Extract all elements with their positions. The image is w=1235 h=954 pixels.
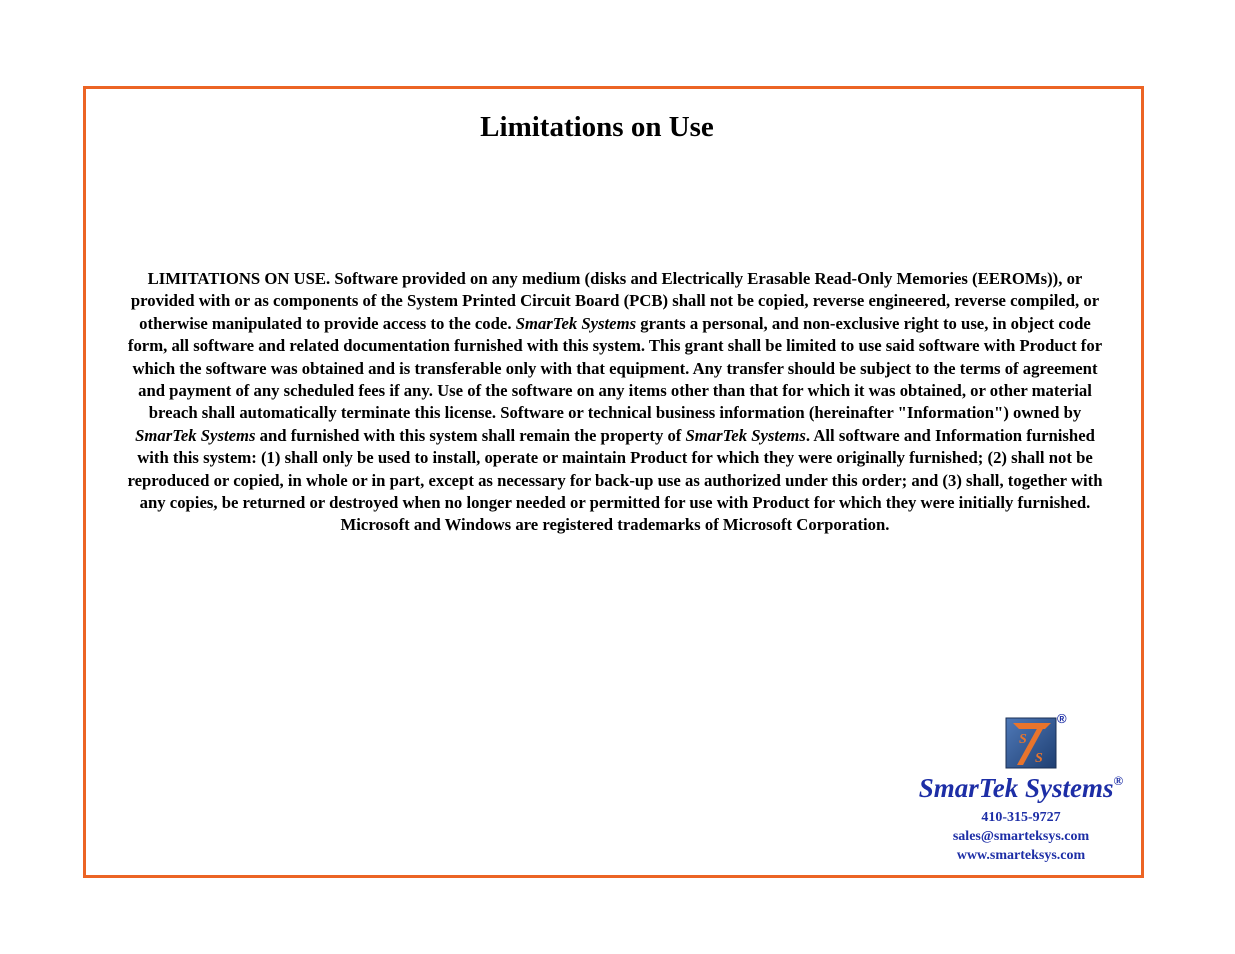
license-text-part-1: LIMITATIONS ON USE. Software provided on any medium (disks and Electrically Erasable Read-Only Memories (EEROMs)), or provided with or as components of the System Printed Circuit Board (PCB) shall not be copied, reverse engineered, reverse compiled, or otherwise manipulated to provide access to the code. bbox=[130, 269, 1100, 333]
license-text-part-3: and furnished with this system shall remain the property of bbox=[255, 425, 686, 445]
page-title: Limitations on Use bbox=[480, 111, 714, 143]
company-logo-block bbox=[906, 711, 1136, 865]
license-text-part-4: . All software and Information furnished with this system: (1) shall only be used to install, operate or maintain Product for which they were originally furnished; (2) shall not be reproduced or copied, in whole or in part, except as necessary for back-up use as authorized under this order; and (3) shall, together with any copies, be returned or destroyed when no longer needed or permitted for use with Product for which they were initially furnished. bbox=[127, 425, 1103, 513]
trademark-notice: Microsoft and Windows are registered trademarks of Microsoft Corporation. bbox=[340, 515, 890, 535]
registered-mark: ® bbox=[1057, 711, 1067, 726]
contact-website: www.smarteksys.com bbox=[956, 848, 1086, 863]
company-name-inline: SmarTek Systems bbox=[515, 313, 637, 333]
company-logo-mark bbox=[1005, 711, 1067, 769]
page-frame bbox=[83, 86, 1144, 878]
license-text bbox=[124, 268, 1106, 537]
logo-letter-top: S bbox=[1019, 732, 1027, 747]
brand-name bbox=[906, 773, 1136, 804]
logo-icon bbox=[1005, 717, 1057, 769]
contact-info bbox=[906, 808, 1136, 865]
license-paragraph bbox=[124, 268, 1106, 514]
brand-name-text: SmarTek Systems bbox=[918, 773, 1114, 803]
company-name-inline: SmarTek Systems bbox=[135, 425, 256, 445]
brand-registered-mark: ® bbox=[1113, 773, 1124, 788]
contact-email: sales@smarteksys.com bbox=[952, 829, 1090, 844]
contact-phone: 410-315-9727 bbox=[981, 810, 1061, 825]
license-text-part-2: grants a personal, and non-exclusive right to use, in object code form, all software and related documentation furnished with this system. This grant shall be limited to use said software with Product for which the software was obtained and is transferable only with that equipment. Any transfer should be subject to the terms of agreement and payment of any scheduled fees if any. Use of the software on any items other than that for which it was obtained, or other material breach shall automatically terminate this license. Software or technical business information (hereinafter "Information") owned by bbox=[127, 313, 1103, 423]
company-name-inline: SmarTek Systems bbox=[685, 425, 806, 445]
logo-letter-bottom: S bbox=[1035, 751, 1043, 766]
